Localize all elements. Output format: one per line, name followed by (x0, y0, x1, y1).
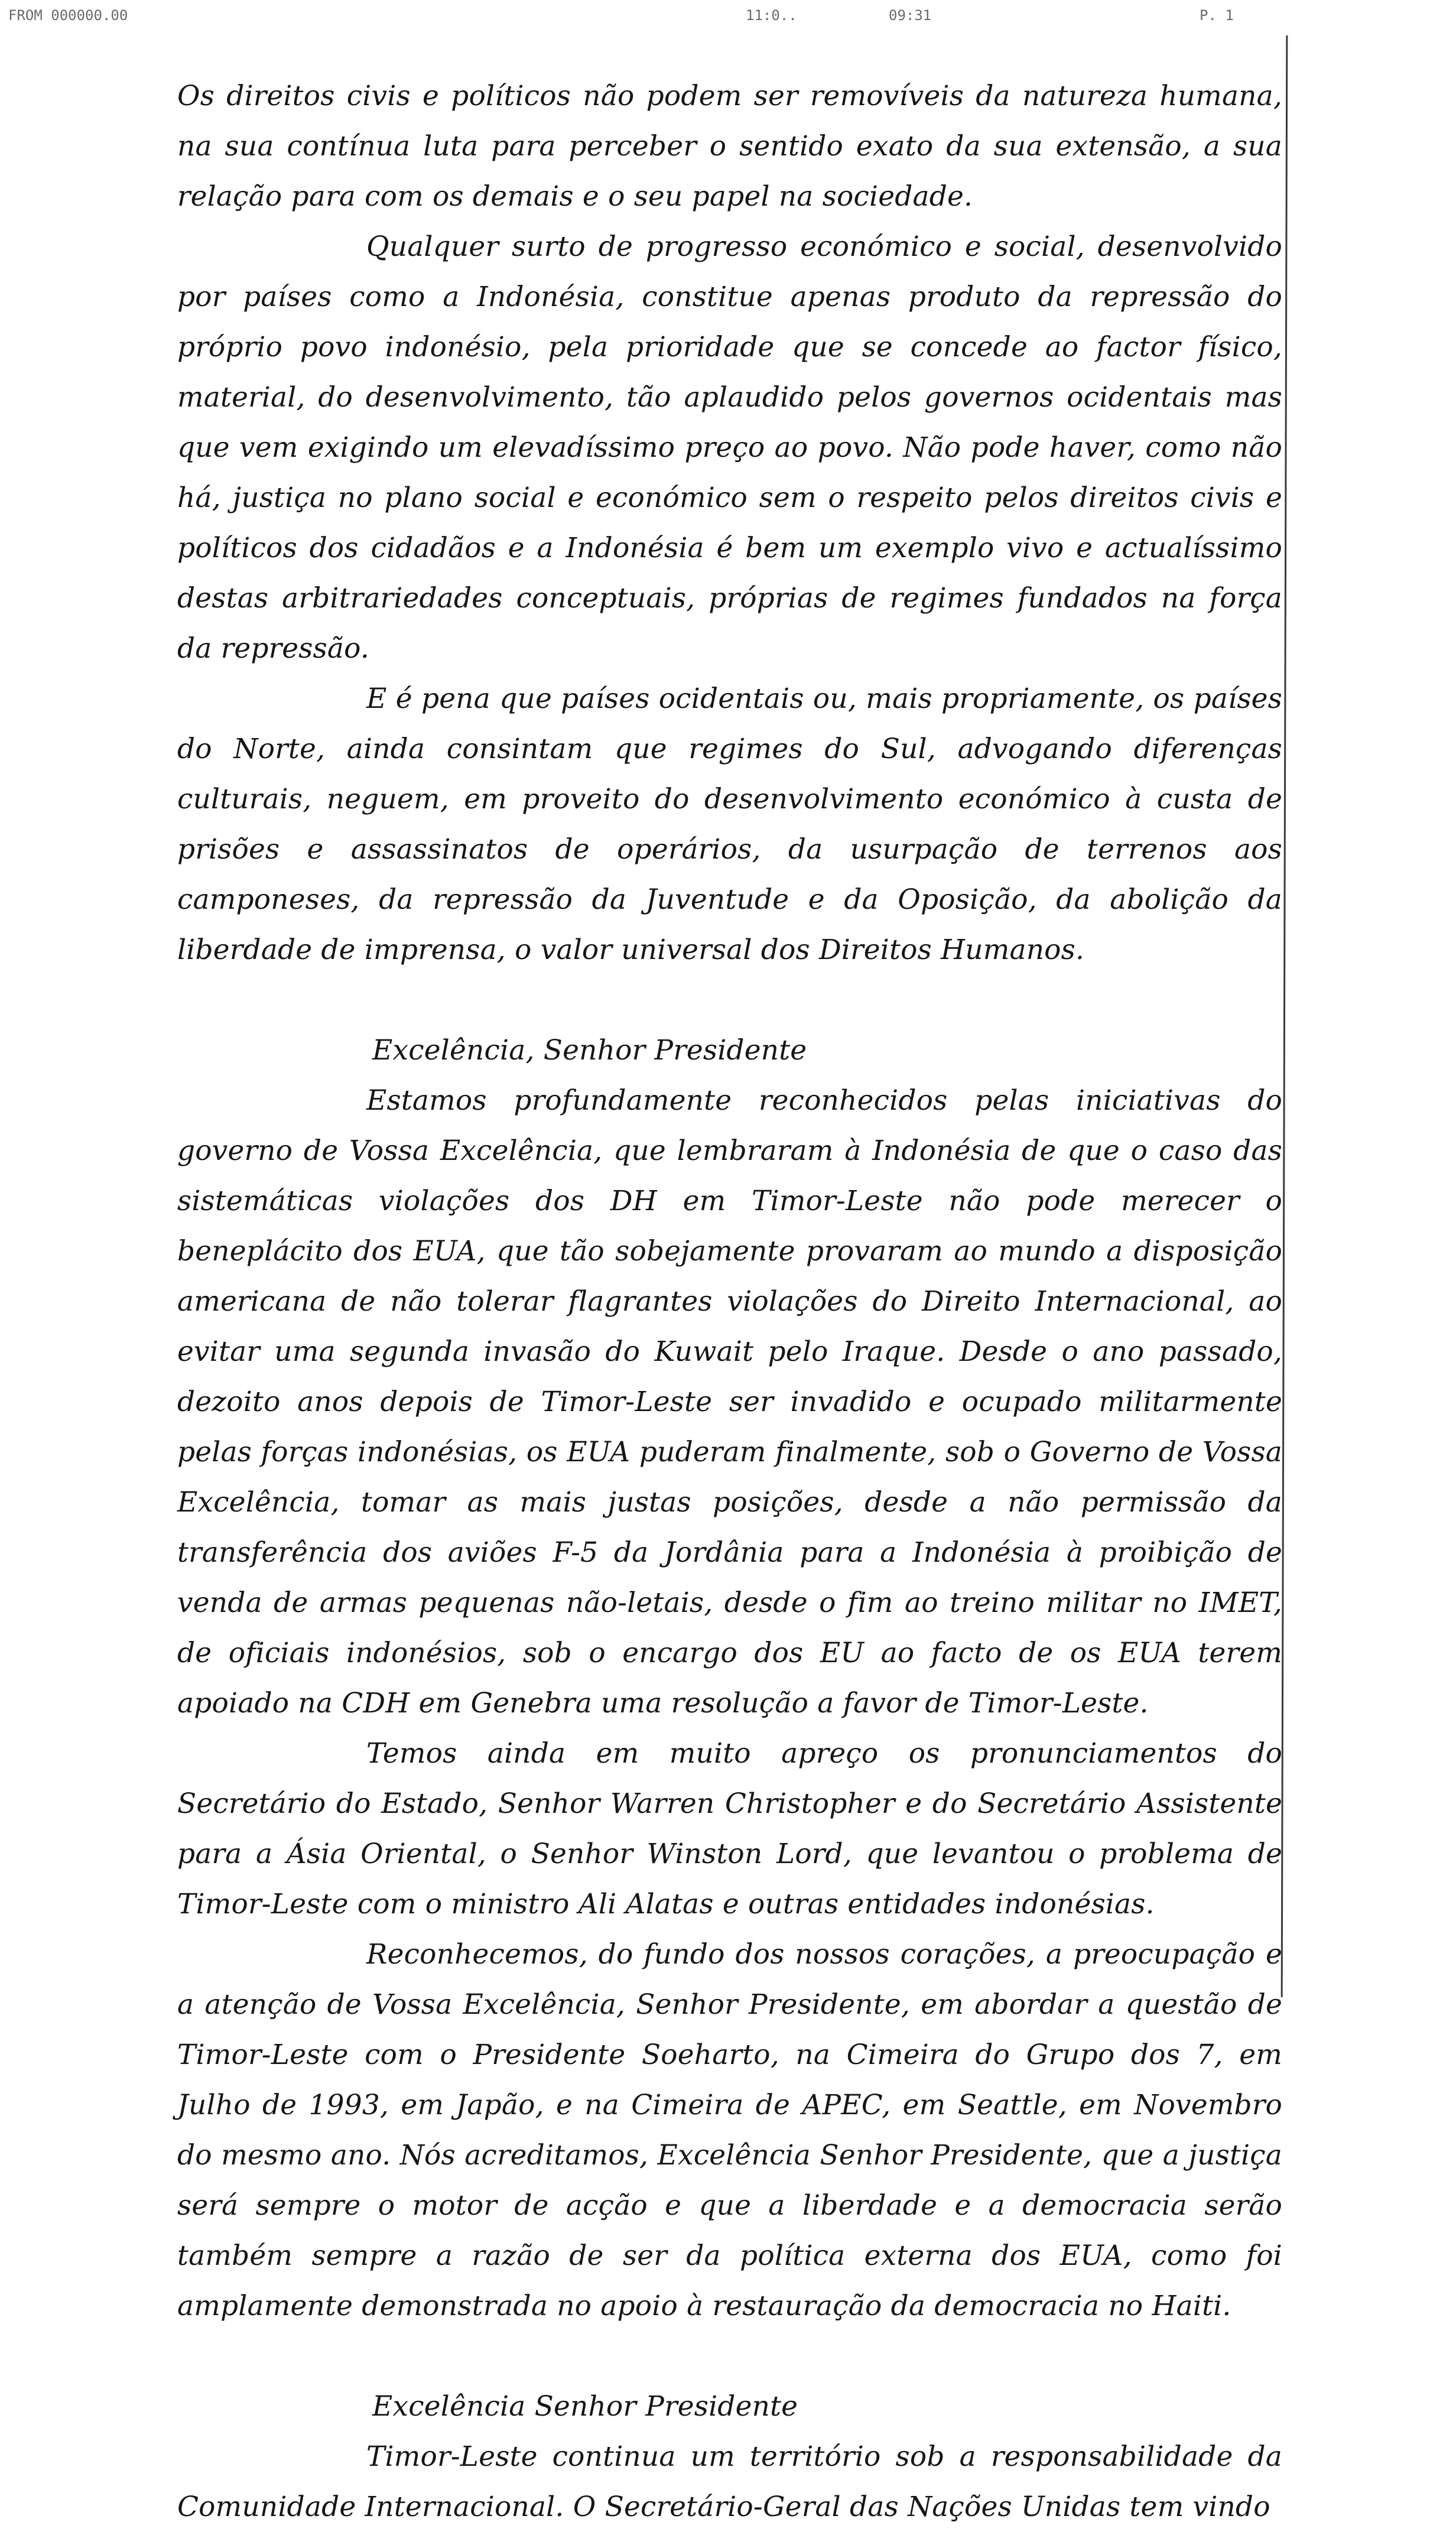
fax-time: 09:31 (889, 7, 932, 24)
fax-header (0, 4, 1456, 27)
fax-from: FROM 000000.00 (8, 7, 128, 24)
salutation-first: Excelência, Senhor Presidente (372, 1034, 807, 1067)
paragraph-western-countries: E é pena que países ocidentais ou, mais propriamente, os países do Norte, ainda consintam que regimes do Sul, advogando diferenças culturais, neguem, em proveito do desenvolvimento económico à custa de prisões e assassinatos de operários, da usurpação de terrenos aos camponeses, da repressão da Juventude e da Oposição, da abolição da liberdade de imprensa, o valor universal dos Direitos Humanos. (177, 682, 1282, 966)
salutation-second: Excelência Senhor Presidente (372, 2390, 798, 2423)
fax-page-number: P. 1 (1200, 7, 1234, 24)
paragraph-international-community: Timor-Leste continua um território sob a responsabilidade da Comunidade Internacional. O Secretário-Geral das Nações Unidas tem vindo (177, 2440, 1282, 2523)
paragraph-us-initiatives: Estamos profundamente reconhecidos pelas iniciativas do governo de Vossa Excelência, que lembraram à Indonésia de que o caso das sistemáticas violações dos DH em Timor-Leste não pode merecer o beneplácito dos EUA, que tão sobejamente provaram ao mundo a disposição americana de não tolerar flagrantes violações do Direito Internacional, ao evitar uma segunda invasão do Kuwait pelo Iraque. Desde o ano passado, dezoito anos depois de Timor-Leste ser invadido e ocupado militarmente pelas forças indonésias, os EUA puderam finalmente, sob o Governo de Vossa Excelência, tomar as mais justas posições, desde a não permissão da transferência dos aviões F-5 da Jordânia para a Indonésia à proibição de venda de armas pequenas não-letais, desde o fim ao treino militar no IMET, de oficiais indonésios, sob o encargo dos EU ao facto de os EUA terem apoiado na CDH em Genebra uma resolução a favor de Timor-Leste. (177, 1084, 1282, 1720)
paragraph-secretary-of-state: Temos ainda em muito apreço os pronunciamentos do Secretário do Estado, Senhor Warren Christopher e do Secretário Assistente para a Ásia Oriental, o Senhor Winston Lord, que levantou o problema de Timor-Leste com o ministro Ali Alatas e outras entidades indonésias. (177, 1737, 1282, 1920)
paragraph-indonesia-progress: Qualquer surto de progresso económico e social, desenvolvido por países como a Indonésia, constitue apenas produto da repressão do próprio povo indonésio, pela prioridade que se concede ao factor físico, material, do desenvolvimento, tão aplaudido pelos governos ocidentais mas que vem exigindo um elevadíssimo preço ao povo. Não pode haver, como não há, justiça no plano social e económico sem o respeito pelos direitos civis e políticos dos cidadãos e a Indonésia é bem um exemplo vivo e actualíssimo destas arbitrariedades conceptuais, próprias de regimes fundados na força da repressão. (177, 230, 1282, 665)
handwritten-letter (177, 71, 1282, 2532)
paragraph-human-rights: Os direitos civis e políticos não podem ser removíveis da natureza humana, na sua contínua luta para perceber o sentido exato da sua extensão, a sua relação para com os demais e o seu papel na sociedade. (177, 80, 1282, 213)
paragraph-presidential-attention: Reconhecemos, do fundo dos nossos corações, a preocupação e a atenção de Vossa Excelência, Senhor Presidente, em abordar a questão de Timor-Leste com o Presidente Soeharto, na Cimeira do Grupo dos 7, em Julho de 1993, em Japão, e na Cimeira de APEC, em Seattle, em Novembro do mesmo ano. Nós acreditamos, Excelência Senhor Presidente, que a justiça será sempre o motor de acção e que a liberdade e a democracia serão também sempre a razão de ser da política externa dos EUA, como foi amplamente demonstrada no apoio à restauração da democracia no Haiti. (177, 1938, 1282, 2322)
fax-transmission-code: 11:0.. (746, 7, 797, 24)
